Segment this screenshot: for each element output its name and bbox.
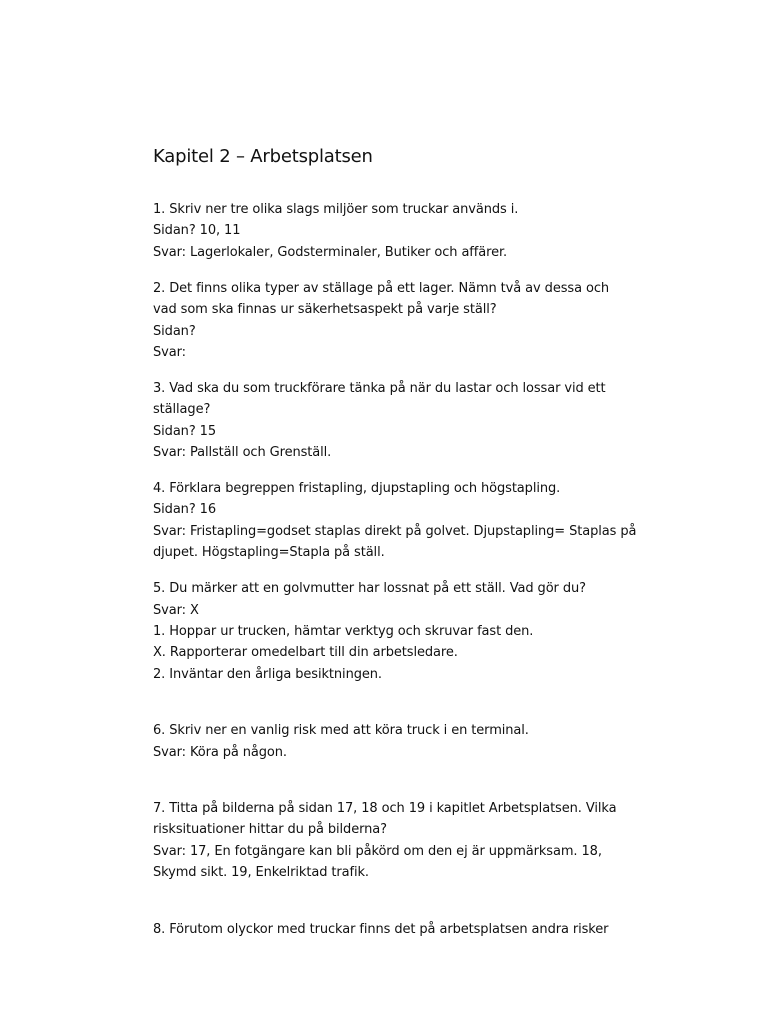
question-2-line-2: vad som ska finnas ur säkerhetsaspekt på varje ställ? <box>153 302 497 318</box>
question-5-option-2: 2. Inväntar den årliga besiktningen. <box>153 666 382 682</box>
question-7-answer-line-2: Skymd sikt. 19, Enkelriktad trafik. <box>153 865 369 881</box>
question-4-answer-line-2: djupet. Högstapling=Stapla på ställ. <box>153 545 385 561</box>
question-1-line-1: 1. Skriv ner tre olika slags miljöer som truckar används i. <box>153 202 519 217</box>
question-3-line-2: ställage? <box>153 402 211 418</box>
question-2-line-1: 2. Det finns olika typer av ställage på ett lager. Nämn två av dessa och <box>153 280 610 296</box>
question-7-line-1: 7. Titta på bilderna på sidan 17, 18 och 19 i kapitlet Arbetsplatsen. Vilka <box>153 800 617 816</box>
question-5-answer: Svar: X <box>153 602 199 618</box>
question-3-line-1: 3. Vad ska du som truckförare tänka på när du lastar och lossar vid ett <box>153 380 606 396</box>
question-5-option-1: 1. Hoppar ur trucken, hämtar verktyg och skruvar fast den. <box>153 623 534 639</box>
question-3-answer: Svar: Pallställ och Grenställ. <box>153 445 332 461</box>
question-2 <box>153 278 633 364</box>
question-5-option-x: X. Rapporterar omedelbart till din arbetsledare. <box>153 645 458 661</box>
question-6-answer: Svar: Köra på någon. <box>153 744 287 760</box>
question-2-page-ref: Sidan? <box>153 323 196 339</box>
question-7-answer-line-1: Svar: 17, En fotgängare kan bli påkörd om den ej är uppmärksam. 18, <box>153 843 602 859</box>
question-3 <box>153 378 633 464</box>
question-6 <box>153 720 633 763</box>
question-1-answer: Svar: Lagerlokaler, Godsterminaler, Butiker och affärer. <box>153 244 508 260</box>
question-4 <box>153 478 637 564</box>
question-1-page-ref: Sidan? 10, 11 <box>153 223 241 239</box>
question-2-answer: Svar: <box>153 344 186 360</box>
question-5-line-1: 5. Du märker att en golvmutter har lossnat på ett ställ. Vad gör du? <box>153 581 586 597</box>
question-7 <box>153 798 633 884</box>
document-page <box>153 144 637 954</box>
question-4-answer-line-1: Svar: Fristapling=godset staplas direkt på golvet. Djupstapling= Staplas på <box>153 523 637 539</box>
question-5 <box>153 578 633 685</box>
question-7-line-2: risksituationer hittar du på bilderna? <box>153 822 387 838</box>
question-8-line-1: 8. Förutom olyckor med truckar finns det på arbetsplatsen andra risker <box>153 921 609 937</box>
question-6-line-1: 6. Skriv ner en vanlig risk med att köra truck i en terminal. <box>153 723 529 739</box>
question-4-page-ref: Sidan? 16 <box>153 502 216 518</box>
question-3-page-ref: Sidan? 15 <box>153 423 216 439</box>
question-8 <box>153 919 633 940</box>
question-4-line-1: 4. Förklara begreppen fristapling, djupstapling och högstapling. <box>153 480 561 496</box>
page-title: Kapitel 2 – Arbetsplatsen <box>153 146 373 167</box>
question-1 <box>153 199 633 263</box>
